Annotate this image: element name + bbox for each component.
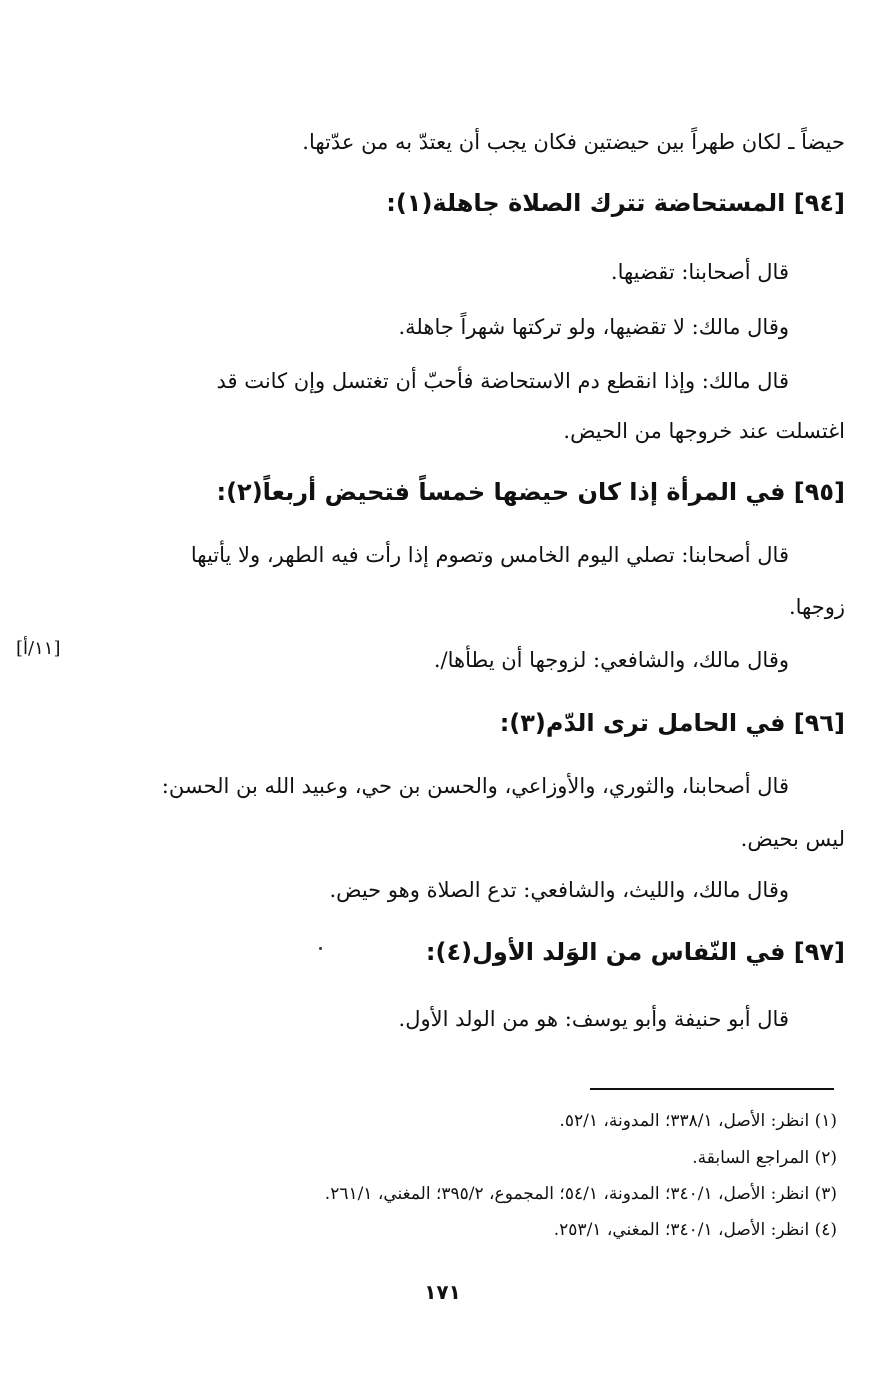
section-94-heading: [٩٤] المستحاضة تترك الصلاة جاهلة(١): [386, 189, 845, 217]
page-number: ١٧١ [424, 1280, 461, 1304]
continuation-line: حيضاً ـ لكان طهراً بين حيضتين فكان يجب أن يعتدّ به من عدّتها. [302, 130, 845, 154]
section-94-paragraph-1: قال أصحابنا: تقضيها. [610, 260, 789, 284]
section-96-paragraph-1-line-2: ليس بحيض. [740, 827, 845, 851]
section-95-paragraph-1-line-1: قال أصحابنا: تصلي اليوم الخامس وتصوم إذا رأت فيه الطهر، ولا يأتيها [190, 543, 789, 567]
footnote-1: (١) انظر: الأصل، ٣٣٨/١؛ المدونة، ٥٢/١. [559, 1111, 837, 1131]
section-95-paragraph-1-line-2: زوجها. [788, 595, 845, 619]
section-97-paragraph-1: قال أبو حنيفة وأبو يوسف: هو من الولد الأول. [398, 1007, 789, 1031]
manuscript-folio-marker: [١١/أ] [16, 638, 61, 659]
footnote-2: (٢) المراجع السابقة. [692, 1148, 837, 1168]
footnote-4: (٤) انظر: الأصل، ٣٤٠/١؛ المغني، ٢٥٣/١. [553, 1220, 837, 1240]
footnote-separator [590, 1088, 834, 1090]
section-96-heading: [٩٦] في الحامل ترى الدّم(٣): [499, 709, 845, 737]
section-96-paragraph-1-line-1: قال أصحابنا، والثوري، والأوزاعي، والحسن بن حي، وعبيد الله بن الحسن: [161, 774, 789, 798]
section-96-paragraph-2: وقال مالك، والليث، والشافعي: تدع الصلاة وهو حيض. [329, 878, 789, 902]
footnote-3: (٣) انظر: الأصل، ٣٤٠/١؛ المدونة، ٥٤/١؛ المجموع، ٣٩٥/٢؛ المغني، ٢٦١/١. [324, 1184, 837, 1204]
stray-dot [319, 947, 322, 950]
section-94-paragraph-3-line-2: اغتسلت عند خروجها من الحيض. [563, 419, 845, 443]
section-97-heading: [٩٧] في النّفاس من الوَلد الأول(٤): [425, 938, 845, 966]
section-94-paragraph-3-line-1: قال مالك: وإذا انقطع دم الاستحاضة فأحبّ أن تغتسل وإن كانت قد [216, 369, 789, 393]
section-95-paragraph-2: وقال مالك، والشافعي: لزوجها أن يطأها/. [433, 648, 789, 672]
section-95-heading: [٩٥] في المرأة إذا كان حيضها خمساً فتحيض أربعاً(٢): [216, 478, 845, 506]
section-94-paragraph-2: وقال مالك: لا تقضيها، ولو تركتها شهراً جاهلة. [398, 315, 789, 339]
